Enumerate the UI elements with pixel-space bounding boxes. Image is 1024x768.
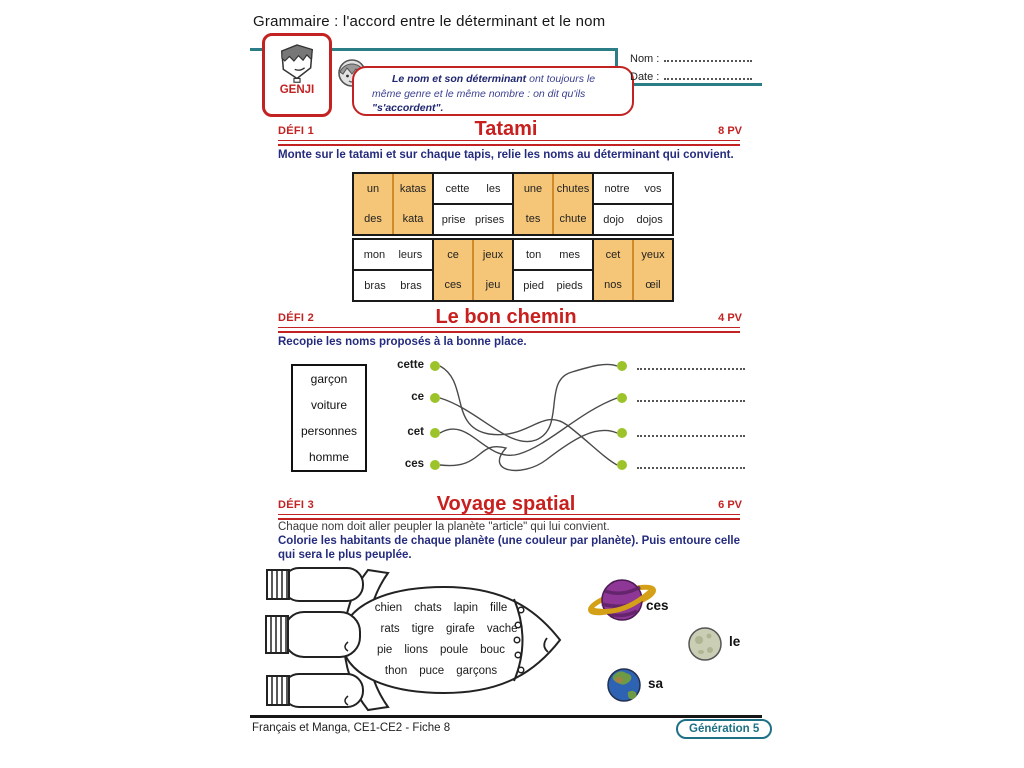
word-bank-item: garçon	[310, 372, 348, 386]
rocket-word-row	[347, 640, 535, 661]
word-bank-item: homme	[308, 450, 349, 464]
defi1-instruction: Monte sur le tatami et sur chaque tapis, relie les noms au déterminant qui convient.	[278, 149, 734, 161]
moon-icon	[689, 628, 721, 660]
planet-label-sa: sa	[648, 676, 664, 691]
defi1-label: DÉFI 1	[278, 125, 315, 137]
answer-line-2[interactable]	[637, 400, 745, 402]
mat-word: ces	[444, 279, 462, 291]
defi1-rule-line	[278, 140, 740, 146]
defi2-points: 4 PV	[718, 312, 742, 324]
name-row	[630, 51, 752, 65]
rocket-word-row	[347, 619, 535, 640]
connector-dot[interactable]	[430, 393, 440, 403]
tatami-row-2	[352, 238, 674, 302]
mat-word: jeux	[482, 249, 504, 261]
rule-bold-2: "s'accordent".	[372, 102, 444, 115]
page-title: Grammaire : l'accord entre le déterminant et le nom	[253, 13, 606, 30]
tatami-mat-white	[432, 174, 512, 234]
rocket-word: chats	[414, 602, 442, 614]
mat-word: kata	[402, 213, 424, 225]
determiner-cet: cet	[407, 426, 424, 438]
tatami-row-1	[352, 172, 674, 236]
mat-word: chute	[559, 213, 587, 225]
mat-word: cet	[605, 249, 621, 261]
rule-bold-1: Le nom et son déterminant	[392, 73, 527, 85]
determiner-cette: cette	[397, 359, 424, 371]
mat-word: nos	[604, 279, 622, 291]
footer-divider	[250, 715, 762, 718]
mat-word: dojo	[603, 213, 625, 226]
name-label: Nom :	[630, 53, 660, 65]
rocket-word: lions	[404, 644, 428, 656]
defi3-instruction-1: Chaque nom doit aller peupler la planète "article" qui lui convient.	[278, 521, 610, 533]
mat-word: les	[486, 182, 501, 195]
defi3-points: 6 PV	[718, 499, 742, 511]
connector-dot[interactable]	[430, 460, 440, 470]
tangle-lines	[424, 352, 634, 478]
connector-dot[interactable]	[617, 361, 627, 371]
connector-dot[interactable]	[430, 361, 440, 371]
tatami-mat-orange	[432, 240, 512, 300]
date-row	[630, 69, 752, 83]
manga-boy-face-icon	[274, 39, 320, 83]
mat-word: jeu	[485, 279, 501, 291]
mat-word: une	[523, 183, 543, 195]
rocket-word: girafe	[446, 623, 475, 635]
earth-icon	[608, 669, 640, 701]
mat-word: prises	[474, 213, 505, 226]
defi3-instruction-2: Colorie les habitants de chaque planète (une couleur par planète). Puis entoure celle qui sera le plus peuplée.	[278, 535, 741, 562]
mat-word: mes	[559, 248, 580, 261]
defi2-rule-line	[278, 327, 740, 333]
teal-divider-line-right	[615, 83, 762, 86]
mat-word: ton	[525, 248, 542, 261]
connector-dot[interactable]	[617, 460, 627, 470]
word-bank-box	[291, 364, 367, 472]
rocket-word: bouc	[480, 644, 506, 656]
connector-dot[interactable]	[617, 393, 627, 403]
character-name: GENJI	[279, 84, 315, 96]
planet-label-le: le	[729, 634, 741, 649]
defi2-instruction: Recopie les noms proposés à la bonne place.	[278, 336, 527, 348]
rocket-word: fille	[490, 602, 508, 614]
rule-mid: ont toujours le même genre et le même nombre : on dit qu'ils	[372, 73, 596, 100]
answer-line-3[interactable]	[637, 435, 745, 437]
word-bank-item: personnes	[300, 424, 358, 438]
word-bank-item: voiture	[310, 398, 348, 412]
mat-word: yeux	[641, 249, 665, 261]
name-field-line[interactable]	[664, 51, 752, 62]
mat-word: dojos	[636, 213, 663, 226]
tatami-mat-white	[592, 174, 672, 234]
footer-reference: Français et Manga, CE1-CE2 - Fiche 8	[252, 722, 451, 734]
tatami-mat-orange	[512, 174, 592, 234]
defi3-title: Voyage spatial	[436, 493, 576, 515]
connector-dot[interactable]	[617, 428, 627, 438]
mat-word: leurs	[398, 248, 423, 261]
mat-word: tes	[525, 213, 541, 225]
connector-dot[interactable]	[430, 428, 440, 438]
defi1-points: 8 PV	[718, 125, 742, 137]
rocket-word-row	[347, 661, 535, 682]
rocket-word: thon	[384, 665, 408, 677]
mat-word: mon	[363, 248, 386, 261]
mat-word: pied	[523, 279, 545, 292]
mat-word: cette	[445, 182, 470, 195]
mat-word: notre	[604, 182, 630, 195]
grammar-rule-bubble	[352, 66, 634, 116]
rocket-word: garçons	[456, 665, 498, 677]
mat-word: bras	[400, 279, 422, 292]
genji-avatar	[262, 33, 332, 117]
determiner-ce: ce	[411, 391, 424, 403]
publisher-badge: Génération 5	[676, 719, 772, 739]
rocket-word: rats	[380, 623, 400, 635]
tatami-mat-white	[512, 240, 592, 300]
mat-word: chutes	[556, 183, 590, 195]
defi1-title: Tatami	[474, 118, 538, 140]
planet-label-ces: ces	[646, 598, 669, 613]
rocket-word: chien	[374, 602, 403, 614]
rocket-word: vache	[486, 623, 518, 635]
mat-word: pieds	[556, 279, 583, 292]
rocket-word: poule	[439, 644, 469, 656]
answer-line-1[interactable]	[637, 368, 745, 370]
mat-word: des	[364, 213, 382, 225]
determiner-ces: ces	[404, 458, 424, 470]
rocket-word: lapin	[453, 602, 479, 614]
rocket-word: pie	[376, 644, 393, 656]
defi3-label: DÉFI 3	[278, 499, 315, 511]
mat-word: vos	[644, 182, 662, 195]
defi3-rule-line	[278, 514, 740, 520]
tatami-mat-orange	[354, 174, 432, 234]
rocket-word: tigre	[411, 623, 435, 635]
mat-word: œil	[645, 279, 661, 291]
date-label: Date :	[630, 71, 660, 83]
defi2-label: DÉFI 2	[278, 312, 315, 324]
date-field-line[interactable]	[664, 69, 752, 80]
defi2-title: Le bon chemin	[435, 306, 577, 328]
tatami-mat-white	[354, 240, 432, 300]
mat-word: un	[366, 183, 380, 195]
mat-word: katas	[399, 183, 427, 195]
mat-word: ce	[447, 249, 459, 261]
mat-word: bras	[364, 279, 386, 292]
rocket-word-row	[347, 598, 535, 619]
tatami-mat-orange	[592, 240, 672, 300]
answer-line-4[interactable]	[637, 467, 745, 469]
rocket-word-list	[347, 598, 535, 682]
mat-word: prise	[441, 213, 466, 226]
rocket-word: puce	[419, 665, 445, 677]
